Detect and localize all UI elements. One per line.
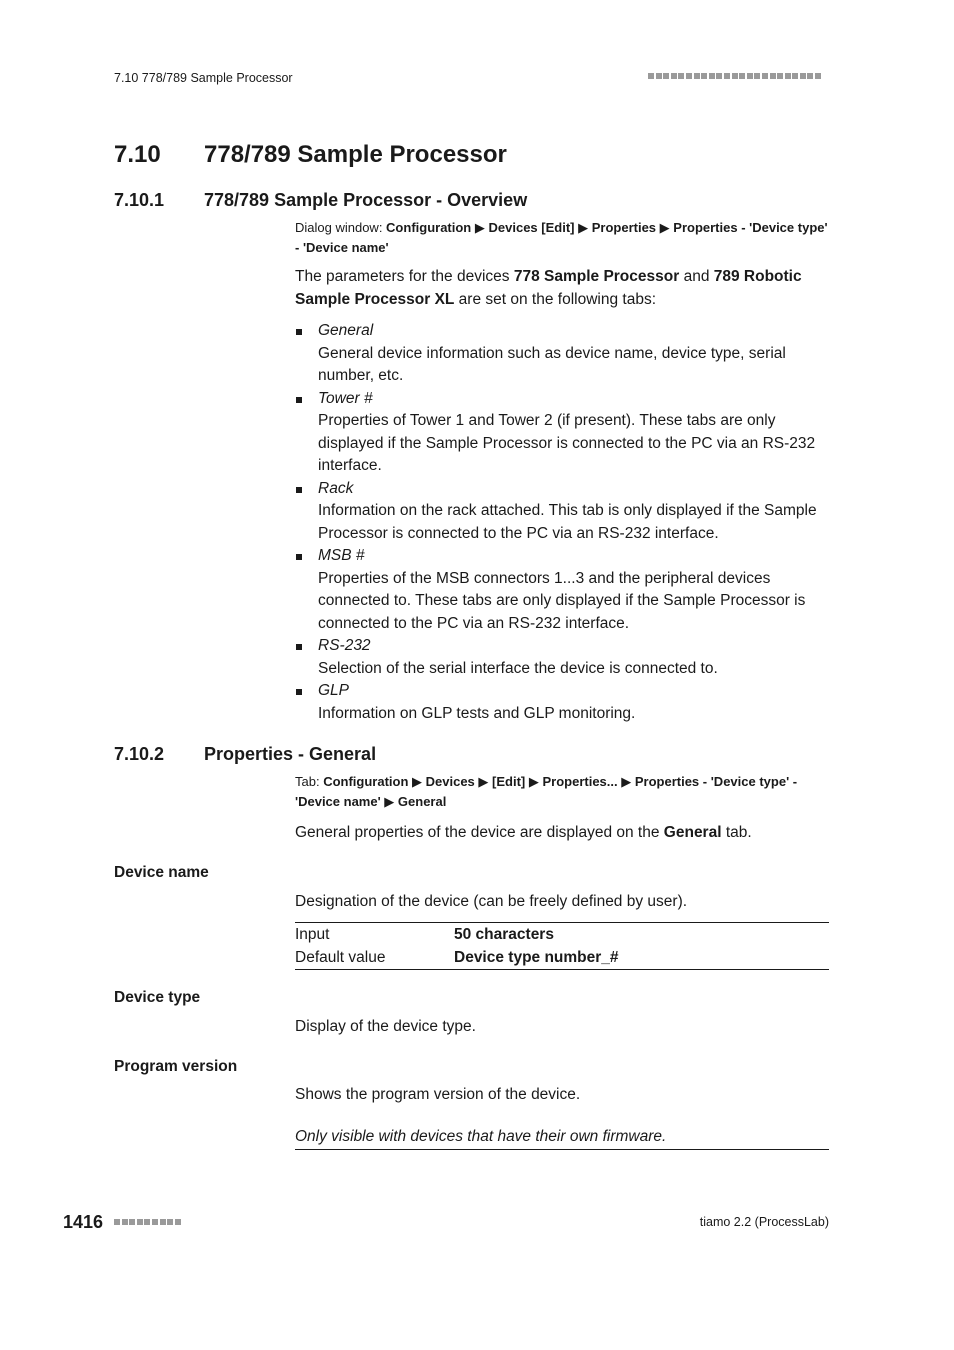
chapter-heading [114, 141, 507, 169]
footer-decoration [114, 1219, 182, 1237]
bullet-icon [296, 397, 302, 403]
table-rule-bottom [295, 969, 829, 970]
path-prefix: Dialog window: [295, 220, 387, 235]
decoration-square [724, 73, 730, 79]
param-heading-program-version: Program version [114, 1058, 238, 1075]
table-key: Input [295, 925, 330, 943]
decoration-square [732, 73, 738, 79]
path-step: General [397, 793, 447, 809]
list-item [295, 388, 829, 478]
tab-list [295, 320, 829, 725]
decoration-square [709, 73, 715, 79]
decoration-square [114, 1219, 120, 1225]
decoration-square [815, 73, 821, 79]
list-item-term: RS-232 [318, 637, 371, 654]
list-item-term: MSB # [318, 547, 365, 564]
table-value: 50 characters [454, 925, 554, 943]
decoration-square [663, 73, 669, 79]
path-step: [Edit] [492, 774, 526, 789]
page-number: 1416 [63, 1212, 104, 1232]
decoration-square [754, 73, 760, 79]
path-step: Devices [488, 220, 538, 235]
list-item-term: GLP [318, 682, 350, 699]
decoration-square [716, 73, 722, 79]
decoration-square [671, 73, 677, 79]
decoration-square [785, 73, 791, 79]
param-table [295, 922, 829, 970]
path-step: Properties - 'Device type' - 'Device name' [295, 220, 828, 255]
decoration-square [694, 73, 700, 79]
tab-name: General [663, 824, 722, 841]
general-intro [295, 821, 829, 844]
bullet-icon [296, 689, 302, 695]
section-heading-general [114, 744, 376, 765]
footer-product: tiamo 2.2 (ProcessLab) [699, 1215, 829, 1229]
note-rule [295, 1149, 829, 1150]
table-row [295, 946, 829, 969]
decoration-square [167, 1219, 173, 1225]
list-item [295, 635, 829, 680]
decoration-square [777, 73, 783, 79]
list-item-desc: Properties of Tower 1 and Tower 2 (if present). These tabs are only displayed if the Sample Processor is connected to the PC via an RS-232 interface. [318, 412, 816, 474]
list-item-desc: Properties of the MSB connectors 1...3 and the peripheral devices connected to. These tabs are only displayed if the Sample Processor is connected to the PC via an RS-232 interface. [318, 569, 806, 632]
bullet-icon [296, 329, 302, 335]
list-item [295, 320, 829, 388]
decoration-square [807, 73, 813, 79]
param-desc: Display of the device type. [295, 1018, 476, 1035]
decoration-square [175, 1219, 181, 1225]
path-step: [Edit] [541, 220, 575, 235]
list-item-desc: General device information such as device name, device type, serial number, etc. [318, 344, 786, 384]
section-title: 778/789 Sample Processor - Overview [204, 190, 528, 210]
decoration-square [686, 73, 692, 79]
param-desc: Designation of the device (can be freely defined by user). [295, 893, 688, 910]
bullet-icon [296, 554, 302, 560]
overview-intro [295, 265, 829, 311]
section-heading-overview [114, 190, 527, 211]
decoration-square [656, 73, 662, 79]
decoration-square [144, 1219, 150, 1225]
decoration-square [648, 73, 654, 79]
dialog-path: Dialog window: Configuration ▶ Devices [Edit] ▶ Properties ▶ Properties - 'Device type' - 'Device name' [295, 220, 828, 255]
list-item [295, 478, 829, 546]
list-item-desc: Selection of the serial interface the device is connected to. [318, 659, 718, 677]
path-prefix: Tab: [295, 774, 324, 789]
path-step: Properties - 'Device type' - 'Device name' [295, 774, 798, 809]
param-heading-device-type: Device type [114, 989, 201, 1006]
list-item-term: Tower # [318, 389, 373, 407]
running-header-section: 7.10 778/789 Sample Processor [114, 71, 293, 85]
intro-text: The parameters for the devices [295, 268, 514, 285]
decoration-square [678, 73, 684, 79]
running-header-decoration [648, 73, 829, 82]
intro-text: tab. [721, 824, 752, 841]
list-item-term: Rack [318, 479, 354, 497]
path-step: Configuration [386, 220, 472, 235]
bullet-icon [296, 487, 302, 493]
decoration-square [129, 1219, 135, 1225]
decoration-square [137, 1219, 143, 1225]
section-number: 7.10.1 [114, 190, 165, 210]
list-item-term: General [318, 322, 374, 339]
chapter-number: 7.10 [114, 141, 161, 168]
param-heading-device-name: Device name [114, 864, 209, 881]
device-name-778: 778 Sample Processor [513, 268, 680, 285]
table-row [295, 923, 829, 946]
table-value: Device type number_# [454, 948, 619, 966]
intro-text: General properties of the device are displayed on the [295, 824, 664, 841]
path-step: Properties... [542, 774, 618, 789]
decoration-square [762, 73, 768, 79]
list-item-desc: Information on GLP tests and GLP monitoring. [318, 704, 636, 722]
list-item-desc: Information on the rack attached. This tab is only displayed if the Sample Processor is connected to the PC via an RS-232 interface. [318, 502, 817, 542]
decoration-square [152, 1219, 158, 1225]
path-step: Properties [591, 220, 657, 235]
decoration-square [800, 73, 806, 79]
list-item [295, 680, 829, 725]
path-step: Configuration [323, 774, 409, 789]
table-key: Default value [295, 948, 386, 966]
device-name-789: 789 Robotic Sample Processor XL [295, 268, 802, 308]
decoration-square [122, 1219, 128, 1225]
decoration-square [701, 73, 707, 79]
path-step: Devices [425, 774, 475, 789]
decoration-square [747, 73, 753, 79]
tab-path: Tab: Configuration ▶ Devices ▶ [Edit] ▶ Properties... ▶ Properties - 'Device type' - 'Device name' ▶ General [295, 774, 798, 809]
decoration-square [770, 73, 776, 79]
section-title: Properties - General [204, 744, 377, 764]
chapter-title: 778/789 Sample Processor [204, 141, 507, 168]
decoration-square [739, 73, 745, 79]
param-note: Only visible with devices that have their own firmware. [295, 1128, 667, 1145]
intro-text: are set on the following tabs: [454, 291, 656, 308]
section-number: 7.10.2 [114, 744, 165, 764]
intro-text: and [679, 268, 714, 285]
list-item [295, 545, 829, 635]
decoration-square [792, 73, 798, 79]
decoration-square [160, 1219, 166, 1225]
param-desc: Shows the program version of the device. [295, 1086, 581, 1103]
bullet-icon [296, 644, 302, 650]
